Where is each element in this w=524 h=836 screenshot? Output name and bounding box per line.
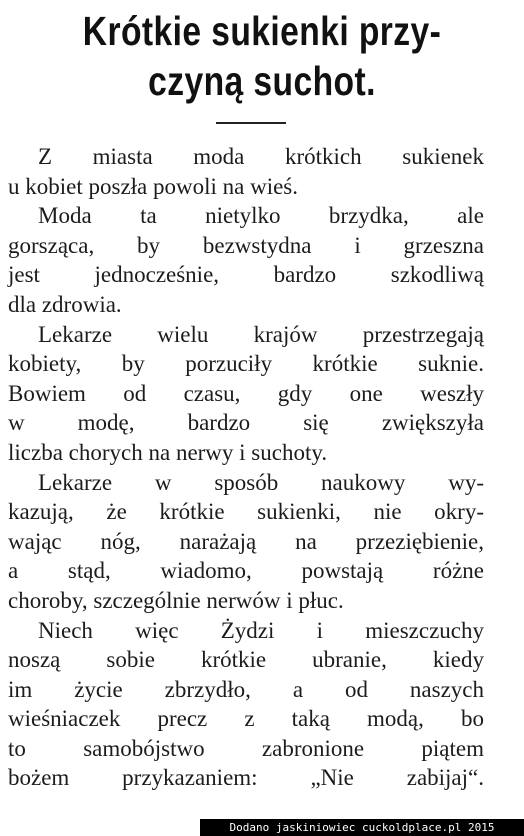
body-line: Bowiem od czasu, gdy one weszły: [8, 380, 484, 406]
body-line: wając nóg, narażają na przeziębienie,: [8, 528, 484, 554]
body-line: Z miasta moda krótkich sukienek: [38, 144, 484, 169]
body-line: kobiety, by porzuciły krótkie suknie.: [8, 351, 484, 377]
body-line: bożem przykazaniem: „Nie zabijaj“.: [8, 765, 484, 791]
article-title-line-2: czyną suchot.: [148, 58, 376, 104]
body-line: noszą sobie krótkie ubranie, kiedy: [8, 647, 484, 673]
body-line: w modę, bardzo się zwiększyła: [8, 410, 484, 436]
body-line: dla zdrowia.: [8, 291, 122, 317]
body-line: gorsząca, by bezwstydna i grzeszna: [8, 232, 484, 258]
title-divider: [216, 122, 286, 124]
body-line: Lekarze wielu krajów przestrzegają: [38, 321, 484, 347]
body-line: a stąd, wiadomo, powstają różne: [8, 558, 484, 584]
body-line: to samobójstwo zabronione piątem: [8, 735, 484, 761]
body-line: choroby, szczególnie nerwów i płuc.: [8, 587, 344, 613]
body-line: im życie zbrzydło, a od naszych: [8, 676, 484, 702]
body-line: jest jednocześnie, bardzo szkodliwą: [8, 262, 484, 288]
body-line: Moda ta nietylko brzydka, ale: [38, 203, 484, 229]
body-line: wieśniaczek precz z taką modą, bo: [8, 706, 484, 732]
article-title: [47, 6, 477, 106]
body-line: Lekarze w sposób naukowy wy-: [38, 469, 484, 495]
body-line: liczba chorych na nerwy i suchoty.: [8, 439, 328, 465]
body-line: kazują, że krótkie sukienki, nie okry-: [8, 499, 484, 525]
article-body: [8, 142, 484, 793]
article-title-line-1: Krótkie sukienki przy-: [82, 8, 442, 54]
body-line: Niech więc Żydzi i mieszczuchy: [38, 617, 484, 643]
watermark-caption: Dodano jaskiniowiec cuckoldplace.pl 2015: [200, 819, 524, 836]
body-line: u kobiet poszła powoli na wieś.: [8, 173, 299, 199]
